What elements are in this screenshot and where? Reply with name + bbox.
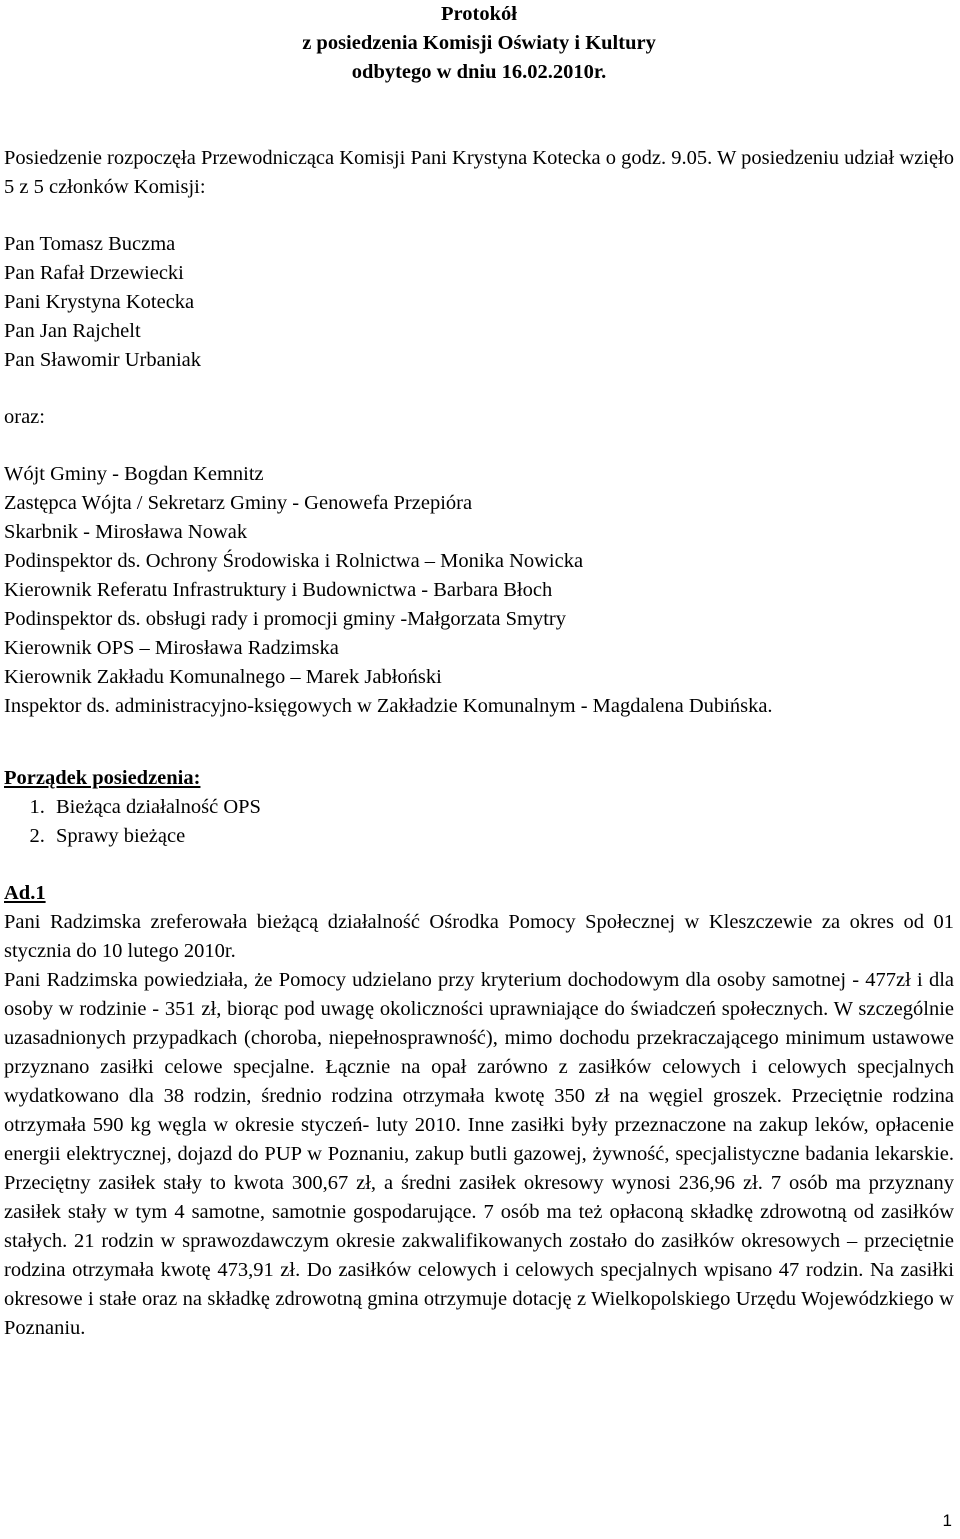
title-line-2: z posiedzenia Komisji Oświaty i Kultury <box>302 32 656 54</box>
intro-paragraph: Posiedzenie rozpoczęła Przewodnicząca Komisji Pani Krystyna Kotecka o godz. 9.05. W posiedzeniu udział wzięło 5 z 5 członków Komisji: <box>4 147 954 198</box>
guest-item: Kierownik OPS – Mirosława Radzimska <box>4 637 339 659</box>
page-number: 1 <box>942 1511 952 1530</box>
agenda-item: 1. Bieżąca działalność OPS <box>50 793 954 822</box>
document-title <box>4 0 954 87</box>
document-page <box>4 0 954 1343</box>
title-line-1: Protokół <box>441 3 517 25</box>
member-item: Pan Tomasz Buczma <box>4 233 176 255</box>
agenda-item: 2. Sprawy bieżące <box>50 822 954 851</box>
agenda-heading: Porządek posiedzenia: <box>4 767 201 789</box>
members-list <box>4 230 954 375</box>
also-present-label: oraz: <box>4 406 45 428</box>
agenda-list <box>4 793 954 851</box>
guest-item: Podinspektor ds. obsługi rady i promocji gminy -Małgorzata Smytry <box>4 608 566 630</box>
member-item: Pan Jan Rajchelt <box>4 320 141 342</box>
title-line-3: odbytego w dniu 16.02.2010r. <box>351 61 607 83</box>
member-item: Pan Rafał Drzewiecki <box>4 262 184 284</box>
guest-item: Podinspektor ds. Ochrony Środowiska i Rolnictwa – Monika Nowicka <box>4 550 584 572</box>
guests-list <box>4 460 954 721</box>
guest-item: Inspektor ds. administracyjno-księgowych w Zakładzie Komunalnym - Magdalena Dubińska. <box>4 695 773 717</box>
guest-item: Skarbnik - Mirosława Nowak <box>4 521 248 543</box>
guest-item: Wójt Gminy - Bogdan Kemnitz <box>4 463 264 485</box>
guest-item: Zastępca Wójta / Sekretarz Gminy - Genowefa Przepióra <box>4 492 473 514</box>
member-item: Pani Krystyna Kotecka <box>4 291 195 313</box>
ad1-paragraph-2: Pani Radzimska powiedziała, że Pomocy udzielano przy kryterium dochodowym dla osoby samotnej - 477zł i dla osoby w rodzinie - 351 zł, biorąc pod uwagę okoliczności uprawniające do świadczeń społecznych. W szczególnie uzasadnionych przypadkach (choroba, niepełnosprawność), mimo dochodu przekraczającego minimum ustawowe przyznano zasiłki celowe specjalne. Łącznie na opał zarówno z zasiłków celowych i celowych specjalnych wydatkowano dla 38 rodzin, średnio rodzina otrzymała kwotę 350 zł na węgiel groszek. Przeciętnie rodzina otrzymała 590 kg węgla w okresie styczeń- luty 2010. Inne zasiłki były przeznaczone na zakup leków, opłacenie energii elektrycznej, dojazd do PUP w Poznaniu, zakup butli gazowej, żywność, specjalistyczne badania lekarskie. Przeciętny zasiłek stały to kwota 300,67 zł, a średni zasiłek okresowy wynosi 236,96 zł. 7 osób ma przyznany zasiłek stały w tym 4 samotne, samotnie gospodarujące. 7 osób ma też opłaconą składkę zdrowotną od zasiłków stałych. 21 rodzin w sprawozdawczym okresie zakwalifikowanych zostało do zasiłków okresowych – przeciętnie rodzina otrzymała kwotę 473,91 zł. Do zasiłków celowych i celowych specjalnych wpisano 47 rodzin. Na zasiłki okresowe i stałe oraz na składkę zdrowotną gmina otrzymuje dotację z Wielkopolskiego Urzędu Wojewódzkiego w Poznaniu. <box>4 969 954 1339</box>
ad1-paragraph-1: Pani Radzimska zreferowała bieżącą działalność Ośrodka Pomocy Społecznej w Kleszczewie za okres od 01 stycznia do 10 lutego 2010r. <box>4 911 954 962</box>
ad1-heading: Ad.1 <box>4 882 46 904</box>
member-item: Pan Sławomir Urbaniak <box>4 349 201 371</box>
guest-item: Kierownik Zakładu Komunalnego – Marek Jabłoński <box>4 666 442 688</box>
guest-item: Kierownik Referatu Infrastruktury i Budownictwa - Barbara Błoch <box>4 579 553 601</box>
